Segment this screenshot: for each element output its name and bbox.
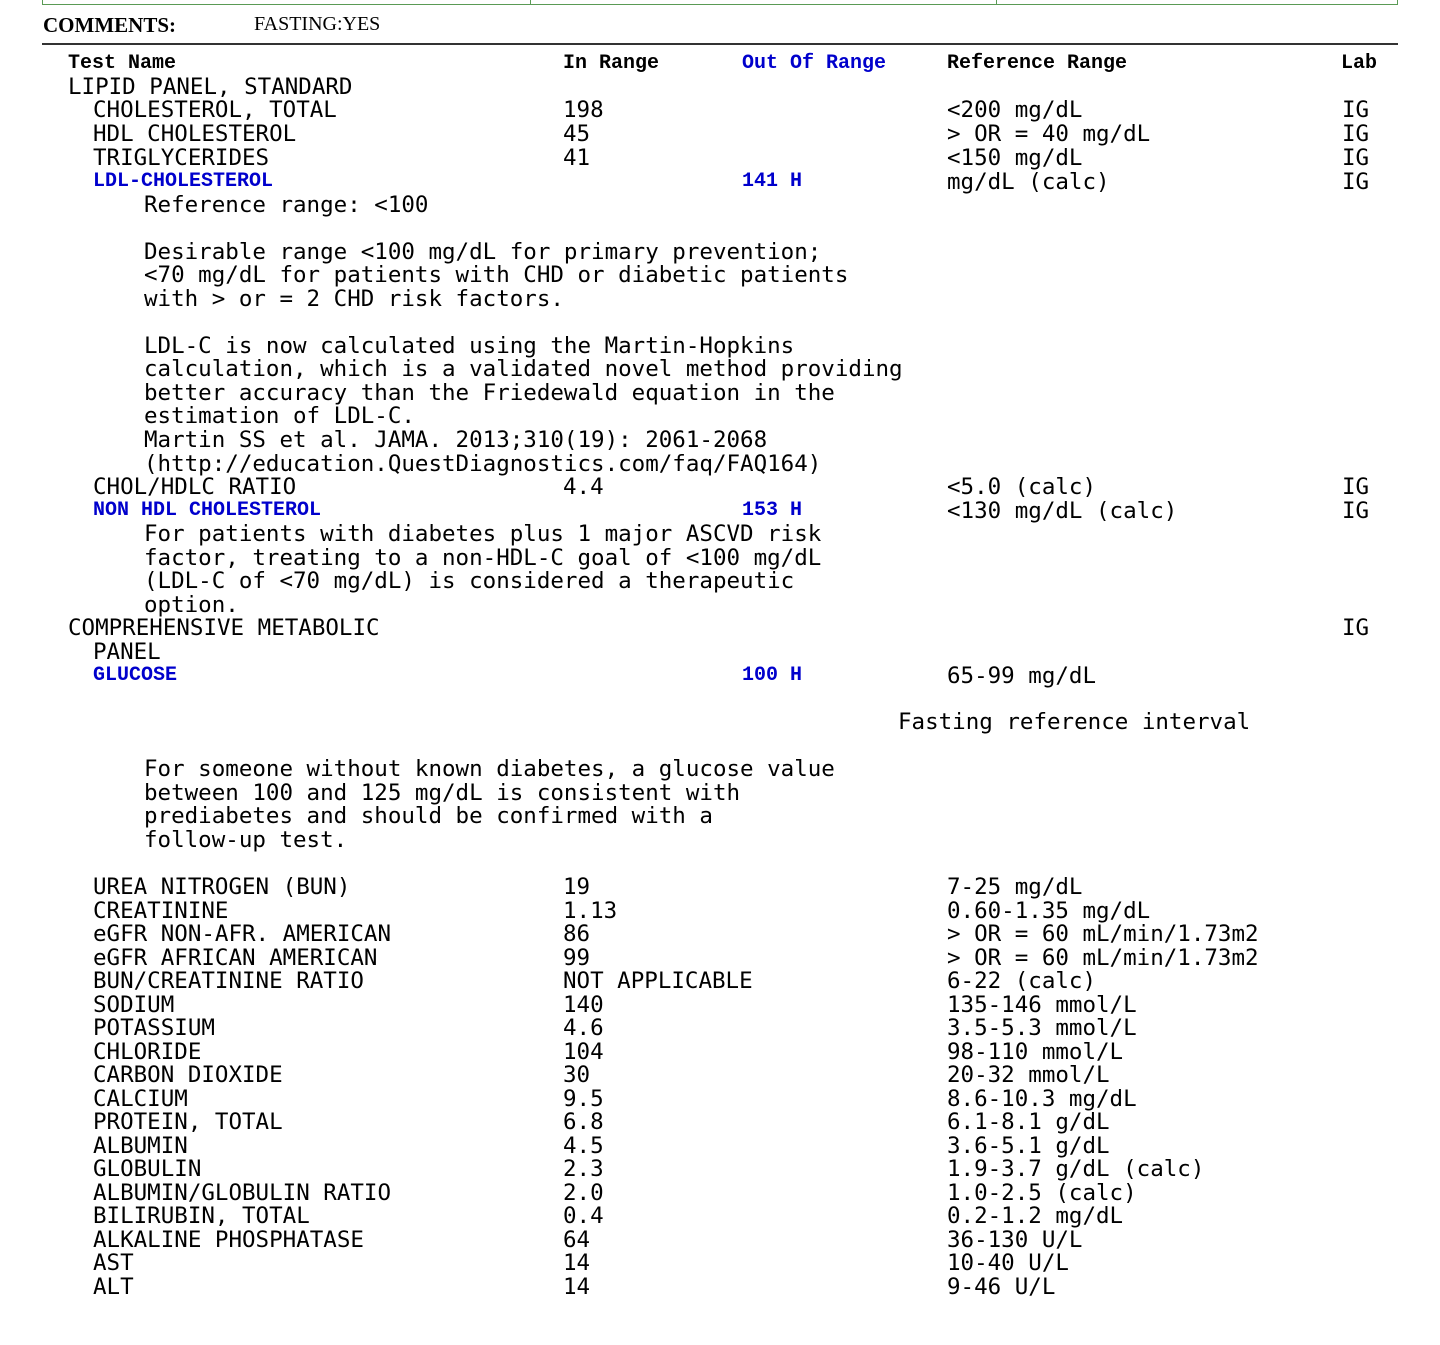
- in-range-value: 4.6: [563, 1015, 604, 1041]
- reference-range: 1.9-3.7 g/dL (calc): [947, 1156, 1205, 1182]
- reference-range: 36-130 U/L: [947, 1227, 1083, 1253]
- reference-range: > OR = 40 mg/dL: [947, 121, 1151, 147]
- note-text: <70 mg/dL for patients with CHD or diabetic patients: [144, 262, 849, 288]
- note-line: [0, 804, 1440, 828]
- reference-range: 0.60-1.35 mg/dL: [947, 898, 1151, 924]
- comments-label: COMMENTS:: [43, 13, 176, 37]
- lab-code: IG: [1342, 474, 1370, 500]
- result-row: [0, 1040, 1440, 1064]
- result-row: [0, 899, 1440, 923]
- test-name: GLOBULIN: [93, 1156, 202, 1182]
- note-line: [0, 593, 1440, 617]
- note-line: [0, 357, 1440, 381]
- test-name: ALT: [93, 1274, 134, 1300]
- note-line: [0, 569, 1440, 593]
- lipid-panel-name: LIPID PANEL, STANDARD: [68, 74, 353, 100]
- note-text: (LDL-C of <70 mg/dL) is considered a therapeutic: [144, 568, 795, 594]
- header-in-range: In Range: [563, 52, 660, 75]
- header-test-name: Test Name: [68, 52, 177, 75]
- note-line: [0, 710, 1440, 734]
- result-row: [0, 1204, 1440, 1228]
- note-text: option.: [144, 592, 239, 618]
- result-row: [0, 1181, 1440, 1205]
- test-name: CREATININE: [93, 898, 229, 924]
- in-range-value: 2.3: [563, 1156, 604, 1182]
- result-row: [0, 1016, 1440, 1040]
- result-row: [0, 1275, 1440, 1299]
- result-row: [0, 122, 1440, 146]
- reference-range: 20-32 mmol/L: [947, 1062, 1110, 1088]
- in-range-value: 45: [563, 121, 591, 147]
- result-row: [0, 98, 1440, 122]
- comments-section: [43, 13, 381, 38]
- reference-range: 0.2-1.2 mg/dL: [947, 1203, 1124, 1229]
- note-text: factor, treating to a non-HDL-C goal of <100 mg/dL: [144, 545, 822, 571]
- test-name: CALCIUM: [93, 1086, 188, 1112]
- cmp-panel-name: COMPREHENSIVE METABOLIC: [68, 615, 380, 641]
- panel-title-continued: [0, 640, 1440, 664]
- reference-range: 3.5-5.3 mmol/L: [947, 1015, 1137, 1041]
- out-of-range-value: 100 H: [742, 664, 803, 687]
- panel-title: [0, 616, 1440, 640]
- in-range-value: 14: [563, 1274, 591, 1300]
- note-line: [0, 828, 1440, 852]
- result-row: [0, 969, 1440, 993]
- note-line: [0, 240, 1440, 264]
- in-range-value: 14: [563, 1250, 591, 1276]
- note-text: calculation, which is a validated novel method providing: [144, 356, 903, 382]
- in-range-value: 104: [563, 1039, 604, 1065]
- in-range-value: 30: [563, 1062, 591, 1088]
- note-line: [0, 263, 1440, 287]
- note-text: estimation of LDL-C.: [144, 403, 415, 429]
- result-row: [0, 475, 1440, 499]
- reference-range: <5.0 (calc): [947, 474, 1097, 500]
- reference-range: 6.1-8.1 g/dL: [947, 1109, 1110, 1135]
- test-name: HDL CHOLESTEROL: [93, 121, 297, 147]
- result-row: [0, 922, 1440, 946]
- reference-range: 3.6-5.1 g/dL: [947, 1133, 1110, 1159]
- lab-code: IG: [1342, 169, 1370, 195]
- test-name: CHLORIDE: [93, 1039, 202, 1065]
- test-name: CHOL/HDLC RATIO: [93, 474, 297, 500]
- note-text: better accuracy than the Friedewald equation in the: [144, 380, 835, 406]
- lab-code: IG: [1342, 121, 1370, 147]
- in-range-value: 99: [563, 945, 591, 971]
- out-of-range-value: 141 H: [742, 170, 803, 193]
- note-text: between 100 and 125 mg/dL is consistent with: [144, 780, 741, 806]
- lab-code: IG: [1342, 615, 1370, 641]
- comments-value: FASTING:YES: [254, 13, 381, 35]
- note-text: Reference range: <100: [144, 192, 429, 218]
- test-name: eGFR AFRICAN AMERICAN: [93, 945, 378, 971]
- in-range-value: 1.13: [563, 898, 618, 924]
- test-name-flagged: GLUCOSE: [93, 664, 178, 687]
- result-row-flagged: [0, 170, 1440, 194]
- reference-range: 135-146 mmol/L: [947, 992, 1137, 1018]
- note-line: [0, 404, 1440, 428]
- in-range-value: 19: [563, 874, 591, 900]
- test-name: CARBON DIOXIDE: [93, 1062, 283, 1088]
- note-line: [0, 546, 1440, 570]
- note-line: [0, 522, 1440, 546]
- in-range-value: 9.5: [563, 1086, 604, 1112]
- in-range-value: 41: [563, 145, 591, 171]
- reference-range: 6-22 (calc): [947, 968, 1097, 994]
- top-table-divider: [530, 0, 531, 5]
- test-name: AST: [93, 1250, 134, 1276]
- reference-range: 98-110 mmol/L: [947, 1039, 1124, 1065]
- reference-range: 1.0-2.5 (calc): [947, 1180, 1137, 1206]
- note-line: [0, 428, 1440, 452]
- top-table-border: [42, 0, 1398, 5]
- note-text: Desirable range <100 mg/dL for primary prevention;: [144, 239, 822, 265]
- test-name: ALBUMIN: [93, 1133, 188, 1159]
- lab-code: IG: [1342, 145, 1370, 171]
- in-range-value: 6.8: [563, 1109, 604, 1135]
- note-line: [0, 193, 1440, 217]
- note-line: [0, 781, 1440, 805]
- out-of-range-value: 153 H: [742, 499, 803, 522]
- test-name: eGFR NON-AFR. AMERICAN: [93, 921, 392, 947]
- reference-range: 65-99 mg/dL: [947, 663, 1097, 689]
- in-range-value: 86: [563, 921, 591, 947]
- note-text: with > or = 2 CHD risk factors.: [144, 286, 564, 312]
- top-table-divider: [996, 0, 997, 5]
- reference-range: <200 mg/dL: [947, 97, 1083, 123]
- note-text: For patients with diabetes plus 1 major ASCVD risk: [144, 521, 822, 547]
- note-line: [0, 287, 1440, 311]
- test-name: SODIUM: [93, 992, 175, 1018]
- result-row: [0, 1110, 1440, 1134]
- result-row: [0, 146, 1440, 170]
- result-row-flagged: [0, 499, 1440, 523]
- note-text: Martin SS et al. JAMA. 2013;310(19): 2061-2068: [144, 427, 768, 453]
- note-text: LDL-C is now calculated using the Martin-Hopkins: [144, 333, 795, 359]
- reference-range: <150 mg/dL: [947, 145, 1083, 171]
- test-name: PROTEIN, TOTAL: [93, 1109, 283, 1135]
- in-range-value: 2.0: [563, 1180, 604, 1206]
- in-range-value: 4.5: [563, 1133, 604, 1159]
- result-row: [0, 1063, 1440, 1087]
- result-row: [0, 993, 1440, 1017]
- test-name-flagged: LDL-CHOLESTEROL: [93, 170, 274, 193]
- header-reference-range: Reference Range: [947, 52, 1128, 75]
- test-name: TRIGLYCERIDES: [93, 145, 270, 171]
- in-range-value: 198: [563, 97, 604, 123]
- result-row: [0, 1251, 1440, 1275]
- result-row-flagged: [0, 664, 1440, 688]
- result-row: [0, 1228, 1440, 1252]
- reference-range: 7-25 mg/dL: [947, 874, 1083, 900]
- header-out-of-range: Out Of Range: [742, 52, 887, 75]
- note-text: prediabetes and should be confirmed with a: [144, 803, 713, 829]
- reference-range: > OR = 60 mL/min/1.73m2: [947, 945, 1259, 971]
- in-range-value: 64: [563, 1227, 591, 1253]
- in-range-value: 140: [563, 992, 604, 1018]
- cmp-panel-name-2: PANEL: [93, 639, 161, 665]
- in-range-value: NOT APPLICABLE: [563, 968, 753, 994]
- note-text: follow-up test.: [144, 827, 348, 853]
- reference-range: mg/dL (calc): [947, 169, 1110, 195]
- note-line: [0, 452, 1440, 476]
- header-rule: [42, 43, 1398, 45]
- column-header-row: [0, 52, 1440, 76]
- reference-range: 10-40 U/L: [947, 1250, 1069, 1276]
- note-line: [0, 381, 1440, 405]
- result-row: [0, 875, 1440, 899]
- in-range-value: 4.4: [563, 474, 604, 500]
- result-row: [0, 1157, 1440, 1181]
- fasting-note: Fasting reference interval: [898, 709, 1251, 735]
- test-name: POTASSIUM: [93, 1015, 215, 1041]
- reference-range: <130 mg/dL (calc): [947, 498, 1178, 524]
- in-range-value: 0.4: [563, 1203, 604, 1229]
- lab-code: IG: [1342, 498, 1370, 524]
- test-name: BUN/CREATININE RATIO: [93, 968, 364, 994]
- test-name: UREA NITROGEN (BUN): [93, 874, 351, 900]
- reference-range: 9-46 U/L: [947, 1274, 1056, 1300]
- header-lab: Lab: [1341, 52, 1378, 75]
- reference-range: 8.6-10.3 mg/dL: [947, 1086, 1137, 1112]
- note-line: [0, 757, 1440, 781]
- test-name: BILIRUBIN, TOTAL: [93, 1203, 310, 1229]
- result-row: [0, 946, 1440, 970]
- note-line: [0, 334, 1440, 358]
- result-row: [0, 1087, 1440, 1111]
- panel-title: [0, 75, 1440, 99]
- lab-code: IG: [1342, 97, 1370, 123]
- note-text: For someone without known diabetes, a glucose value: [144, 756, 835, 782]
- note-text: (http://education.QuestDiagnostics.com/faq/FAQ164): [144, 451, 822, 477]
- result-row: [0, 1134, 1440, 1158]
- test-name-flagged: NON HDL CHOLESTEROL: [93, 499, 322, 522]
- test-name: CHOLESTEROL, TOTAL: [93, 97, 337, 123]
- test-name: ALKALINE PHOSPHATASE: [93, 1227, 364, 1253]
- reference-range: > OR = 60 mL/min/1.73m2: [947, 921, 1259, 947]
- test-name: ALBUMIN/GLOBULIN RATIO: [93, 1180, 392, 1206]
